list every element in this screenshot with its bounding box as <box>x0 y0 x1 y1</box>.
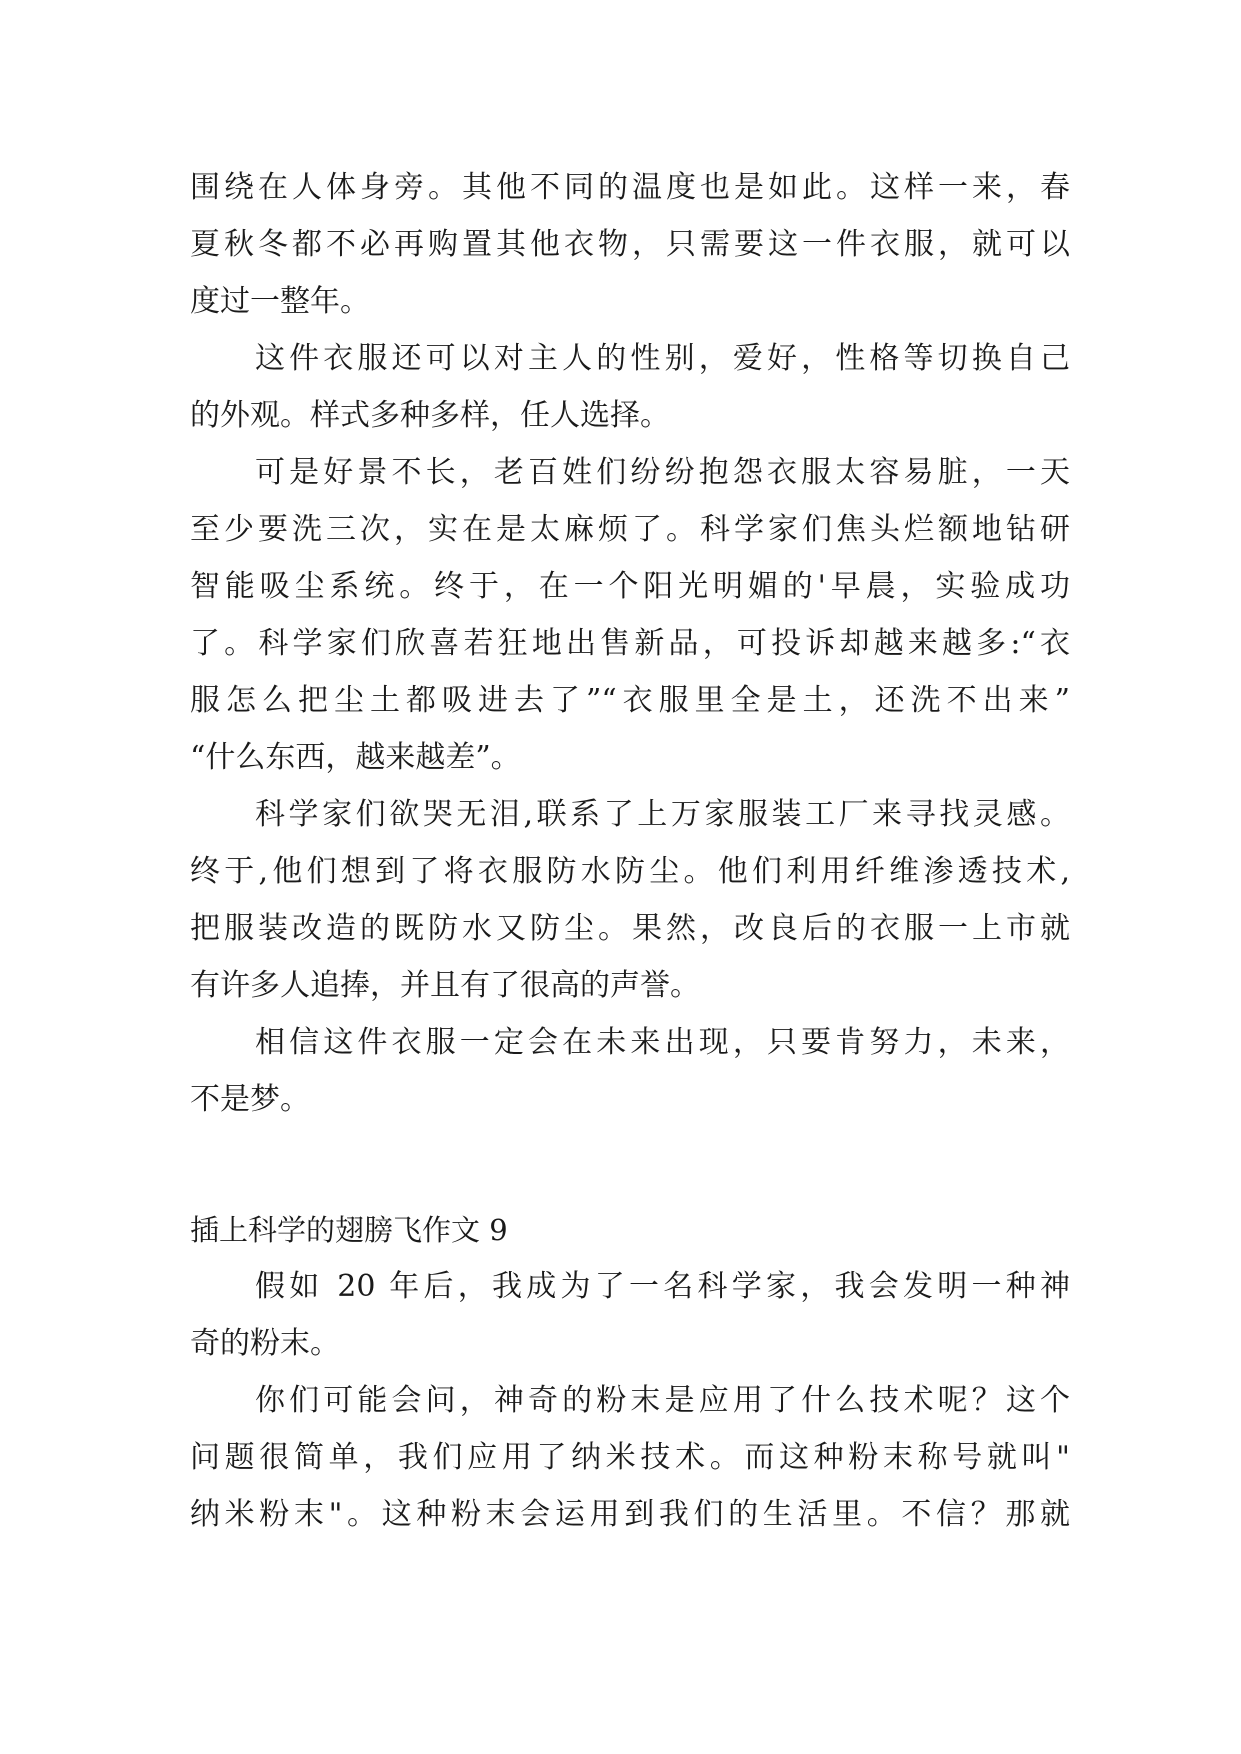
paragraph-line: 相信这件衣服一定会在未来出现，只要肯努力，未来， <box>255 1025 1070 1060</box>
paragraph-line: 这件衣服还可以对主人的性别，爱好，性格等切换自己 <box>255 341 1070 376</box>
paragraph-line: 的外观。样式多种多样，任人选择。 <box>190 398 670 433</box>
paragraph-line: 不是梦。 <box>190 1082 310 1117</box>
paragraph-line: 你们可能会问，神奇的粉末是应用了什么技术呢？这个 <box>255 1383 1070 1418</box>
paragraph-line: “什么东西，越来越差”。 <box>190 740 521 775</box>
paragraph-line: 至少要洗三次，实在是太麻烦了。科学家们焦头烂额地钻研 <box>190 512 1070 547</box>
paragraph-line: 假如 20 年后，我成为了一名科学家，我会发明一种神 <box>255 1269 1070 1304</box>
paragraph-line: 可是好景不长，老百姓们纷纷抱怨衣服太容易脏，一天 <box>255 455 1070 490</box>
paragraph-line: 问题很简单，我们应用了纳米技术。而这种粉末称号就叫" <box>190 1440 1070 1475</box>
paragraph-line: 奇的粉末。 <box>190 1326 340 1361</box>
paragraph-line: 夏秋冬都不必再购置其他衣物，只需要这一件衣服，就可以 <box>190 227 1070 262</box>
paragraph-line: 有许多人追捧，并且有了很高的声誉。 <box>190 968 700 1003</box>
paragraph-line: 终于,他们想到了将衣服防水防尘。他们利用纤维渗透技术, <box>190 854 1070 889</box>
paragraph-line: 把服装改造的既防水又防尘。果然，改良后的衣服一上市就 <box>190 911 1070 946</box>
paragraph-line: 了。科学家们欣喜若狂地出售新品，可投诉却越来越多:“衣 <box>190 626 1070 661</box>
paragraph-line: 科学家们欲哭无泪,联系了上万家服装工厂来寻找灵感。 <box>255 797 1070 832</box>
paragraph-line: 度过一整年。 <box>190 284 370 319</box>
paragraph-line: 服怎么把尘土都吸进去了”“衣服里全是土，还洗不出来” <box>190 683 1070 718</box>
paragraph-line: 纳米粉末"。这种粉末会运用到我们的生活里。不信？那就 <box>190 1497 1070 1532</box>
section-heading: 插上科学的翅膀飞作文 9 <box>190 1213 508 1247</box>
paragraph-line: 智能吸尘系统。终于，在一个阳光明媚的'早晨，实验成功 <box>190 569 1070 604</box>
paragraph-line: 围绕在人体身旁。其他不同的温度也是如此。这样一来，春 <box>190 170 1070 205</box>
